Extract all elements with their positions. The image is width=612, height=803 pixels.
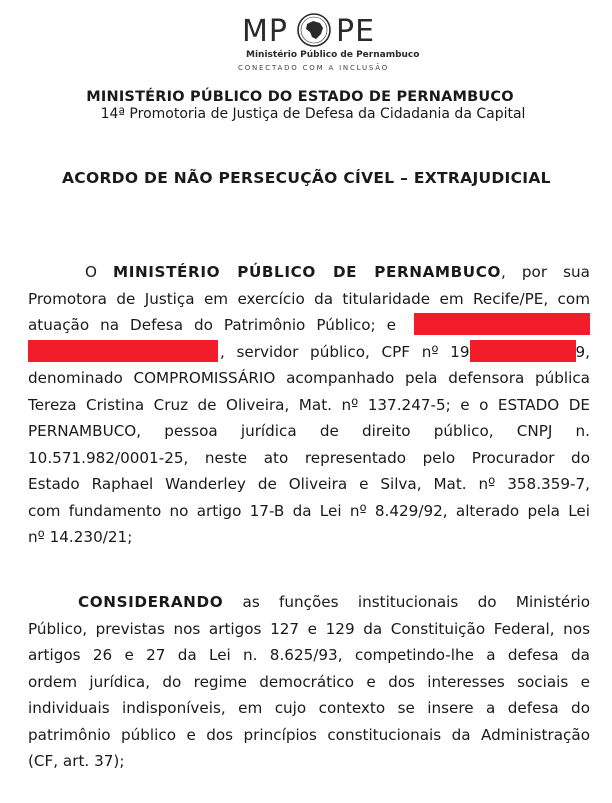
paragraph-parties [28,259,590,551]
logo-mp-text: MP [242,14,288,49]
logo-pe-text: PE [336,14,376,49]
brazil-map-seal-icon [296,12,332,48]
text-line: Promotora de Justiça em exercício da titularidade em Recife/PE, com [28,289,590,308]
text-line: nº 14.230/21; [28,528,133,546]
text-line: atuação na Defesa do Patrimônio Público; e [28,312,590,339]
text-line: denominado COMPROMISSÁRIO acompanhado pela defensora pública [28,369,590,387]
redaction-block [28,340,218,362]
logo-tagline: CONECTADO COM A INCLUSÃO [238,64,390,72]
office-name: 14ª Promotoria de Justiça de Defesa da Cidadania da Capital [100,106,526,122]
text-line: , servidor público, CPF nº 19 9, [28,339,590,366]
redaction-block [414,313,590,335]
text-line: (CF, art. 37); [28,752,125,770]
text-line: Público, previstas nos artigos 127 e 129 da Constituição Federal, nos [28,619,590,638]
paragraph-considerando [28,589,590,775]
text-line: patrimônio público e dos princípios constitucionais da Administração [28,725,590,744]
redaction-block [470,340,576,362]
document-title: ACORDO DE NÃO PERSECUÇÃO CÍVEL – EXTRAJUDICIAL [62,169,551,187]
text-line: ordem jurídica, do regime democrático e dos interesses sociais e [28,672,590,691]
text-line: CONSIDERANDO as funções institucionais do Ministério [78,593,590,611]
text-line: PERNAMBUCO, pessoa jurídica de direito público, CNPJ n. [28,422,590,440]
mppe-logo [236,8,420,78]
text-line: individuais indisponíveis, em cujo contexto se insere a defesa do [28,699,590,717]
organization-name: MINISTÉRIO PÚBLICO DO ESTADO DE PERNAMBUCO [86,89,514,105]
text-line: O MINISTÉRIO PÚBLICO DE PERNAMBUCO, por sua [85,263,590,281]
text-line: 10.571.982/0001-25, neste ato representado pelo Procurador do [28,448,590,467]
text-line: artigos 26 e 27 da Lei n. 8.625/93, competindo-lhe a defesa da [28,646,590,664]
text-line: Tereza Cristina Cruz de Oliveira, Mat. nº 137.247-5; e o ESTADO DE [28,395,590,414]
logo-institution-name: Ministério Público de Pernambuco [246,50,420,60]
document-header [0,89,612,122]
bold-considerando: CONSIDERANDO [78,593,224,611]
bold-org-name: MINISTÉRIO PÚBLICO DE PERNAMBUCO [113,263,502,281]
text-line: Estado Raphael Wanderley de Oliveira e Silva, Mat. nº 358.359-7, [28,475,590,493]
text-line: com fundamento no artigo 17-B da Lei nº 8.429/92, alterado pela Lei [28,501,590,520]
